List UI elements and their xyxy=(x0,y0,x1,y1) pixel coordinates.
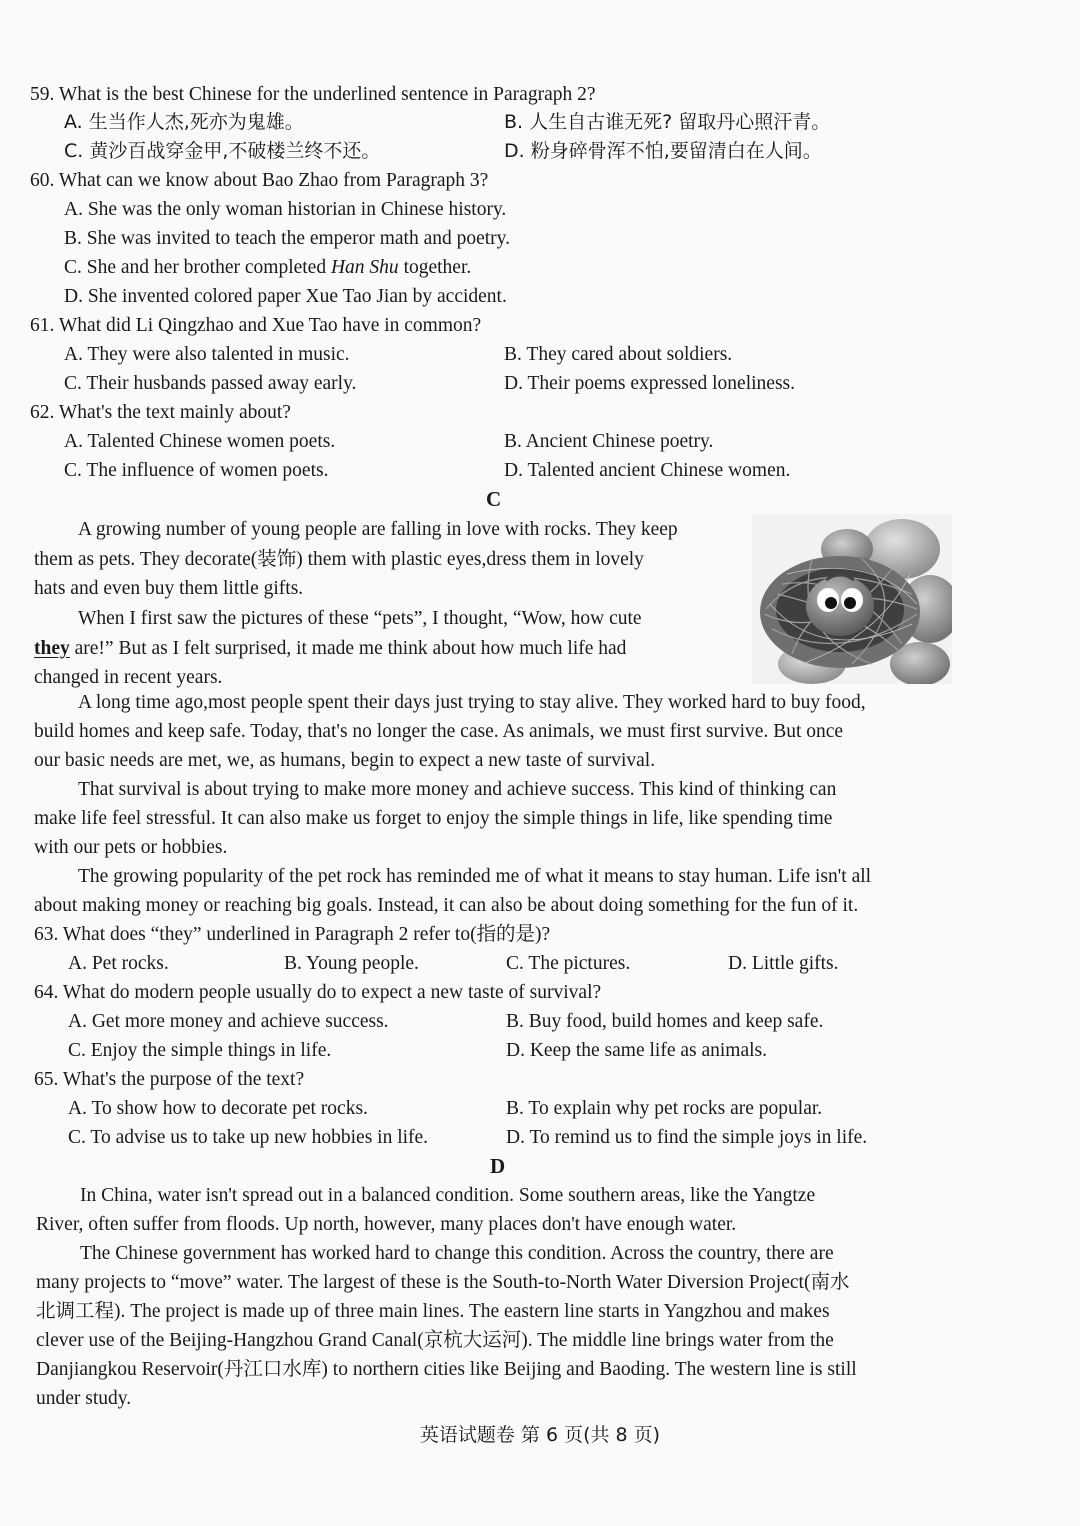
q59-option-a: A. 生当作人杰,死亦为鬼雄。 xyxy=(64,111,304,133)
underlined-word-they: they xyxy=(34,638,70,659)
q62-stem: 62. What's the text mainly about? xyxy=(30,402,291,423)
q64-stem: 64. What do modern people usually do to expect a new taste of survival? xyxy=(34,982,602,1003)
q64-option-c: C. Enjoy the simple things in life. xyxy=(68,1040,332,1061)
q59-stem: 59. What is the best Chinese for the underlined sentence in Paragraph 2? xyxy=(30,84,596,105)
passage-c-line xyxy=(34,634,626,663)
q63-option-b: B. Young people. xyxy=(284,953,419,974)
q62-option-b: B. Ancient Chinese poetry. xyxy=(504,431,714,452)
q61-option-c: C. Their husbands passed away early. xyxy=(64,373,357,394)
passage-c-line: When I first saw the pictures of these “pets”, I thought, “Wow, how cute xyxy=(78,608,642,629)
q60-stem: 60. What can we know about Bao Zhao from Paragraph 3? xyxy=(30,170,489,191)
q61-stem: 61. What did Li Qingzhao and Xue Tao have in common? xyxy=(30,315,482,336)
page-footer: 英语试题卷 第 6 页(共 8 页) xyxy=(419,1424,661,1446)
q59-option-b: B. 人生自古谁无死? 留取丹心照汗青。 xyxy=(504,111,831,133)
passage-d-line: under study. xyxy=(36,1388,132,1409)
passage-c-line: A long time ago,most people spent their days just trying to stay alive. They worked hard to buy food, xyxy=(78,692,866,713)
q64-option-d: D. Keep the same life as animals. xyxy=(506,1040,767,1061)
q60-option-a: A. She was the only woman historian in Chinese history. xyxy=(64,199,507,220)
q63-option-d: D. Little gifts. xyxy=(728,953,839,974)
q60-option-b: B. She was invited to teach the emperor math and poetry. xyxy=(64,228,511,249)
passage-d-line: River, often suffer from floods. Up north, however, many places don't have enough water. xyxy=(36,1214,737,1235)
passage-d-line: clever use of the Beijing-Hangzhou Grand Canal(京杭大运河). The middle line brings water from the xyxy=(36,1330,834,1351)
passage-c-line: That survival is about trying to make more money and achieve success. This kind of thinking can xyxy=(78,779,837,800)
q62-option-d: D. Talented ancient Chinese women. xyxy=(504,460,791,481)
q64-option-b: B. Buy food, build homes and keep safe. xyxy=(506,1011,824,1032)
q59-option-d: D. 粉身碎骨浑不怕,要留清白在人间。 xyxy=(504,140,822,162)
passage-c-line: them as pets. They decorate(装饰) them with plastic eyes,dress them in lovely xyxy=(34,549,644,570)
q60-option-c-text: C. She and her brother completed xyxy=(64,257,331,278)
book-title-han-shu: Han Shu xyxy=(330,257,399,278)
q61-option-b: B. They cared about soldiers. xyxy=(504,344,733,365)
q63-option-a: A. Pet rocks. xyxy=(68,953,169,974)
q60-option-c xyxy=(64,253,471,282)
passage-c-line-text: are!” But as I felt surprised, it made me think about how much life had xyxy=(74,638,627,659)
passage-d-line: 北调工程). The project is made up of three main lines. The eastern line starts in Yangzhou and makes xyxy=(36,1301,830,1322)
q60-option-d: D. She invented colored paper Xue Tao Jian by accident. xyxy=(64,286,507,307)
passage-c-line: hats and even buy them little gifts. xyxy=(34,578,304,599)
q64-option-a: A. Get more money and achieve success. xyxy=(68,1011,389,1032)
section-d-heading: D xyxy=(490,1154,506,1178)
q61-option-d: D. Their poems expressed loneliness. xyxy=(504,373,795,394)
pet-rock-photo xyxy=(752,514,952,684)
q63-option-c: C. The pictures. xyxy=(506,953,631,974)
passage-d-line: In China, water isn't spread out in a balanced condition. Some southern areas, like the Yangtze xyxy=(80,1185,816,1206)
q62-option-c: C. The influence of women poets. xyxy=(64,460,329,481)
passage-d-line: Danjiangkou Reservoir(丹江口水库) to northern cities like Beijing and Baoding. The western line is still xyxy=(36,1359,857,1380)
q62-option-a: A. Talented Chinese women poets. xyxy=(64,431,336,452)
passage-c-line: build homes and keep safe. Today, that's no longer the case. As animals, we must first survive. But once xyxy=(34,721,844,742)
section-c-heading: C xyxy=(486,487,502,511)
passage-c-line: changed in recent years. xyxy=(34,667,223,688)
passage-c-line: The growing popularity of the pet rock has reminded me of what it means to stay human. Life isn't all xyxy=(78,866,872,887)
q63-stem: 63. What does “they” underlined in Paragraph 2 refer to(指的是)? xyxy=(34,924,551,945)
q59-option-c: C. 黄沙百战穿金甲,不破楼兰终不还。 xyxy=(64,140,381,162)
passage-c-line: our basic needs are met, we, as humans, begin to expect a new taste of survival. xyxy=(34,750,656,771)
q65-stem: 65. What's the purpose of the text? xyxy=(34,1069,305,1090)
q65-option-b: B. To explain why pet rocks are popular. xyxy=(506,1098,823,1119)
q65-option-d: D. To remind us to find the simple joys in life. xyxy=(506,1127,868,1148)
passage-c-line: A growing number of young people are falling in love with rocks. They keep xyxy=(78,519,678,540)
q60-option-c-tail: together. xyxy=(398,257,472,278)
passage-c-line: about making money or reaching big goals. Instead, it can also be about doing something for the fun of it. xyxy=(34,895,859,916)
passage-c-line: with our pets or hobbies. xyxy=(34,837,228,858)
q61-option-a: A. They were also talented in music. xyxy=(64,344,350,365)
passage-c-line: make life feel stressful. It can also make us forget to enjoy the simple things in life, like spending time xyxy=(34,808,833,829)
q65-option-a: A. To show how to decorate pet rocks. xyxy=(68,1098,368,1119)
passage-d-line: The Chinese government has worked hard to change this condition. Across the country, there are xyxy=(80,1243,834,1264)
q65-option-c: C. To advise us to take up new hobbies in life. xyxy=(68,1127,429,1148)
passage-d-line: many projects to “move” water. The largest of these is the South-to-North Water Diversion Project(南水 xyxy=(36,1272,850,1293)
